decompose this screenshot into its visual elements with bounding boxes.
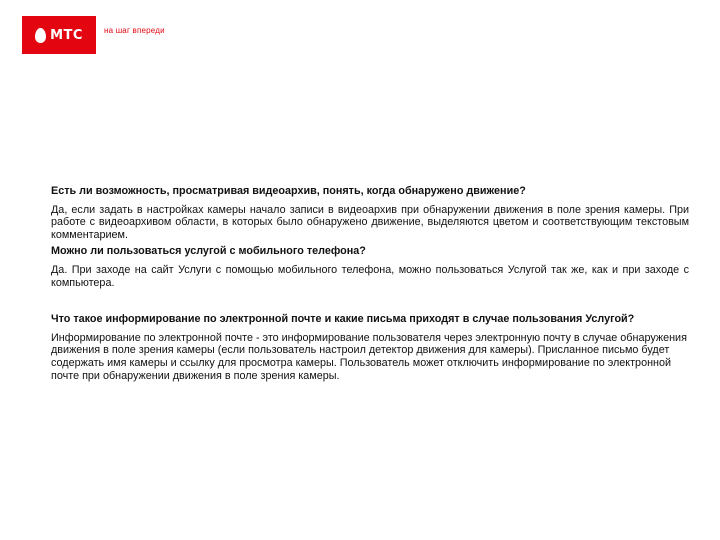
faq-answer-1: Да, если задать в настройках камеры начало записи в видеоархив при обнаружении движения в поле зрения камеры. При работе с видеоархивом области, в которых было обнаружено движение, выделяются цветом и соответствующим текстовым комментарием. [51,203,689,241]
faq-answer-2: Да. При заходе на сайт Услуги с помощью мобильного телефона, можно пользоваться Услугой так же, как и при заходе с компьютера. [51,263,689,289]
faq-question-2: Можно ли пользоваться услугой с мобильного телефона? [51,245,366,258]
faq-question-3: Что такое информирование по электронной почте и какие письма приходят в случае пользования Услугой? [51,313,635,326]
egg-icon [35,28,46,43]
faq-content [51,185,689,382]
logo-text: МТС [50,27,83,43]
faq-answer-3: Информирование по электронной почте - это информирование пользователя через электронную почту в случае обнаружения движения в поле зрения камеры (если пользователь настроил детектор движения для камеры). Присланное письмо будет содержать имя камеры и ссылку для просмотра камеры. Пользователь может отключить информирование по электронной почте при обнаружении движения в поле зрения камеры. [51,331,687,382]
mts-logo [22,16,96,54]
slogan: на шаг впереди [104,26,165,35]
faq-question-1: Есть ли возможность, просматривая видеоархив, понять, когда обнаружено движение? [51,185,526,197]
